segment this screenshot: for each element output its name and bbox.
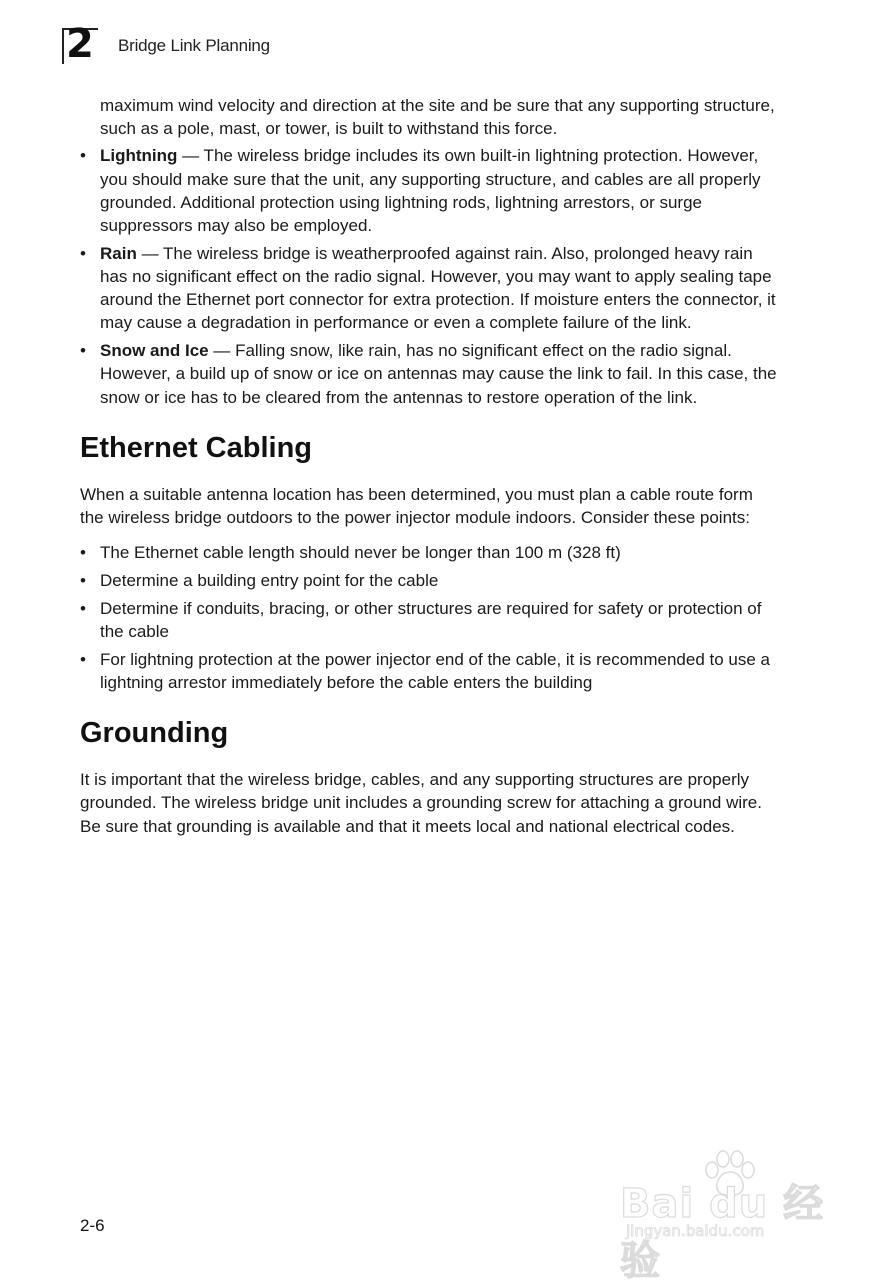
chapter-number: 2 [66, 21, 94, 67]
ethernet-intro-paragraph: When a suitable antenna location has been determined, you must plan a cable route form the wireless bridge outdoors to the power injector module indoors. Consider these points: [80, 484, 753, 528]
point-text: Determine if conduits, bracing, or other structures are required for safety or protection of the cable [100, 598, 762, 642]
bullet-icon: • [80, 146, 86, 166]
bullet-text: — Falling snow, like rain, has no significant effect on the radio signal. However, a build up of snow or ice on antennas may cause the link to fail. In this case, the snow or ice has to be cleared from the antennas to restore operation of the link. [100, 341, 777, 407]
chapter-badge [62, 21, 98, 67]
baidu-watermark [620, 1150, 840, 1284]
continued-paragraph: maximum wind velocity and direction at the site and be sure that any supporting structure, such as a pole, mast, or tower, is built to withstand this force. [100, 96, 775, 139]
bullet-term: Lightning [100, 146, 178, 166]
watermark-url: jingyan.baidu.com [626, 1222, 765, 1240]
bullet-icon: • [80, 649, 86, 669]
point-text: Determine a building entry point for the cable [100, 571, 439, 591]
bullet-icon: • [80, 341, 86, 361]
page-content [80, 94, 780, 850]
bullet-text: — The wireless bridge includes its own built-in lightning protection. However, you should make sure that the unit, any supporting structure, and cables are all properly grounded. Additional protection using lightning rods, lightning arrestors, or surge suppressors may also be employed. [100, 146, 761, 236]
list-item [80, 541, 780, 564]
page-number: 2-6 [80, 1216, 105, 1235]
bullet-term: Rain [100, 243, 137, 263]
bullet-icon: • [80, 598, 86, 618]
bullet-text: — The wireless bridge is weatherproofed against rain. Also, prolonged heavy rain has no significant effect on the radio signal. However, you may want to apply sealing tape around the Ethernet port connector for extra protection. If moisture enters the connector, it may cause a degradation in performance or even a complete failure of the link. [100, 243, 776, 333]
bullet-icon: • [80, 243, 86, 263]
watermark-brand: Bai du 经验 [620, 1181, 825, 1284]
weather-bullet-list [80, 144, 780, 408]
list-item [80, 569, 780, 592]
ethernet-points-list [80, 541, 780, 694]
grounding-paragraph: It is important that the wireless bridge, cables, and any supporting structures are properly grounded. The wireless bridge unit includes a grounding screw for attaching a ground wire. Be sure that grounding is available and that it meets local and national electrical codes. [80, 770, 762, 836]
running-title: Bridge Link Planning [118, 36, 270, 55]
point-text: The Ethernet cable length should never be longer than 100 m (328 ft) [100, 543, 621, 563]
list-item [80, 648, 780, 694]
list-item [80, 242, 780, 335]
bullet-term: Snow and Ice [100, 341, 209, 361]
list-item [80, 144, 780, 237]
ethernet-cabling-heading: Ethernet Cabling [80, 431, 313, 464]
bullet-icon: • [80, 543, 86, 563]
list-item [80, 597, 780, 643]
list-item [80, 339, 780, 409]
point-text: For lightning protection at the power injector end of the cable, it is recommended to use a lightning arrestor immediately before the cable enters the building [100, 649, 770, 693]
bullet-icon: • [80, 571, 86, 591]
grounding-heading: Grounding [80, 717, 229, 750]
